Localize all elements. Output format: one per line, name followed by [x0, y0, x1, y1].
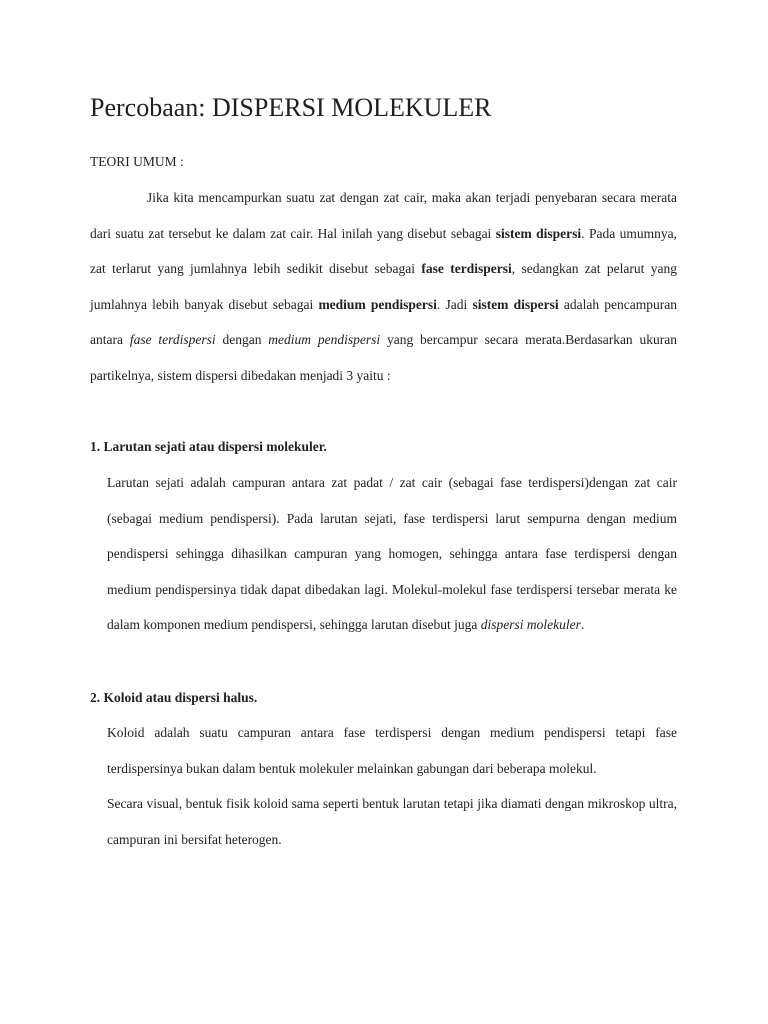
term-sistem-dispersi-2: sistem dispersi	[472, 296, 559, 312]
section-2-heading: 2. Koloid atau dispersi halus.	[90, 690, 258, 705]
intro-text-5: adalah pencampuran antara	[90, 296, 677, 347]
page-title: Percobaan: DISPERSI MOLEKULER	[90, 93, 492, 122]
term-medium-pendispersi: medium pendispersi	[318, 296, 437, 312]
intro-text-6: dengan	[215, 332, 269, 347]
term-fase-terdispersi: fase terdispersi	[421, 261, 512, 276]
intro-text-4: . Jadi	[436, 296, 473, 312]
intro-text-1: Jika kita mencampurkan suatu zat dengan zat cair, maka akan terjadi penyebaran secara merata dari suatu zat tersebut ke dalam zat cair. Hal inilah yang disebut sebagai	[90, 190, 677, 241]
intro-text-3: , sedangkan zat pelarut yang jumlahnya lebih banyak disebut sebagai	[90, 261, 678, 312]
term-fase-terdispersi-italic: fase terdispersi	[129, 332, 216, 347]
section-1-paragraph	[107, 465, 677, 643]
term-sistem-dispersi: sistem dispersi	[495, 225, 582, 241]
term-medium-pendispersi-italic: medium pendispersi	[268, 332, 381, 347]
section-1-heading: 1. Larutan sejati atau dispersi molekuler.	[90, 439, 327, 454]
section-label-teori-umum: TEORI UMUM :	[90, 154, 184, 169]
section-2-paragraph-1: Koloid adalah suatu campuran antara fase terdispersi dengan medium pendispersi tetapi fase terdispersinya bukan dalam bentuk molekuler melainkan gabungan dari beberapa molekul.	[107, 725, 677, 776]
term-dispersi-molekuler-italic: dispersi molekuler	[480, 617, 581, 632]
section-2-paragraph-2: Secara visual, bentuk fisik koloid sama seperti bentuk larutan tetapi jika diamati dengan mikroskop ultra, campuran ini bersifat heterogen.	[107, 796, 677, 847]
intro-paragraph	[90, 180, 677, 393]
section-1-text-2: .	[580, 617, 585, 632]
intro-text-2: . Pada umumnya, zat terlarut yang jumlahnya lebih sedikit disebut sebagai	[90, 225, 678, 276]
section-1-text-1: Larutan sejati adalah campuran antara zat padat / zat cair (sebagai fase terdispersi)dengan zat cair (sebagai medium pendispersi). Pada larutan sejati, fase terdispersi larut sempurna dengan medium pendispersi sehingga dihasilkan campuran yang homogen, sehingga antara fase terdispersi dengan medium pendispersinya tidak dapat dibedakan lagi. Molekul-molekul fase terdispersi tersebar merata ke dalam komponen medium pendispersi, sehingga larutan disebut juga	[107, 475, 677, 632]
intro-text-7: yang bercampur secara merata.Berdasarkan ukuran partikelnya, sistem dispersi dibedakan menjadi 3 yaitu :	[90, 332, 678, 383]
